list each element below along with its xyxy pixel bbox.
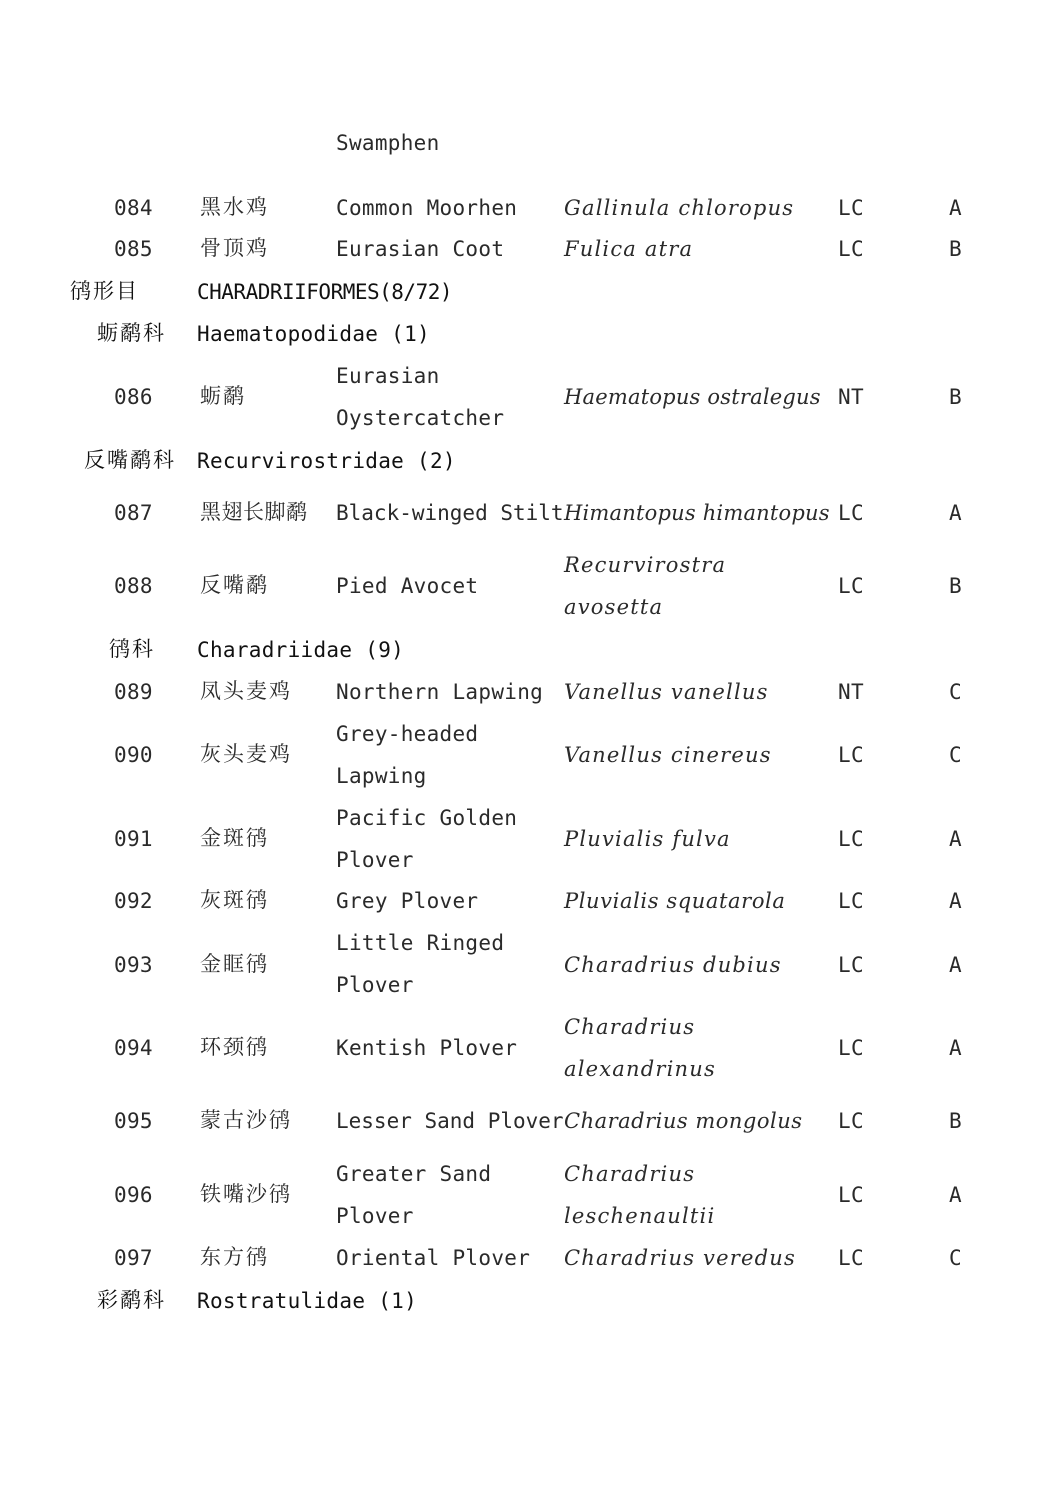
- chinese-name: 蒙古沙鸻: [200, 1108, 292, 1132]
- iucn-status: LC: [838, 237, 864, 261]
- english-name: Pied Avocet: [336, 574, 479, 598]
- scientific-name: Charadrius veredus: [564, 1246, 796, 1270]
- scientific-name: Recurvirostra: [564, 553, 727, 577]
- iucn-status: LC: [838, 889, 864, 913]
- chinese-name: 铁嘴沙鸻: [200, 1182, 292, 1206]
- category: A: [949, 196, 962, 220]
- category: A: [949, 827, 962, 851]
- scientific-name: alexandrinus: [564, 1057, 716, 1081]
- english-name: Common Moorhen: [336, 196, 518, 220]
- family-chinese-name: 鸻科: [109, 637, 155, 661]
- row-number: 096: [114, 1183, 153, 1207]
- category: A: [949, 953, 962, 977]
- category: C: [949, 680, 962, 704]
- row-number: 085: [114, 237, 153, 261]
- category: A: [949, 889, 962, 913]
- iucn-status: LC: [838, 501, 864, 525]
- family-latin-name: Recurvirostridae (2): [197, 449, 456, 473]
- english-name: Lesser Sand Plover: [336, 1109, 564, 1133]
- row-number: 093: [114, 953, 153, 977]
- chinese-name: 黑翅长脚鹬: [200, 500, 308, 524]
- chinese-name: 东方鸻: [200, 1245, 269, 1269]
- scientific-name: Pluvialis fulva: [564, 827, 731, 851]
- english-name: Grey-headed: [336, 722, 479, 746]
- row-number: 092: [114, 889, 153, 913]
- family-chinese-name: 蛎鹬科: [97, 321, 166, 345]
- family-latin-name: Haematopodidae (1): [197, 322, 430, 346]
- iucn-status: LC: [838, 1036, 864, 1060]
- order-latin-name: CHARADRIIFORMES(8/72): [197, 280, 453, 304]
- row-number: 089: [114, 680, 153, 704]
- chinese-name: 反嘴鹬: [200, 573, 269, 597]
- category: B: [949, 574, 962, 598]
- english-name: Plover: [336, 973, 414, 997]
- english-name: Pacific Golden: [336, 806, 518, 830]
- english-name: Oystercatcher: [336, 406, 505, 430]
- english-name: Black-winged Stilt: [336, 501, 564, 525]
- iucn-status: LC: [838, 743, 864, 767]
- english-name: Lapwing: [336, 764, 427, 788]
- iucn-status: NT: [838, 385, 864, 409]
- category: B: [949, 237, 962, 261]
- scientific-name: Charadrius mongolus: [564, 1109, 803, 1133]
- category: B: [949, 1109, 962, 1133]
- row-number: 086: [114, 385, 153, 409]
- scientific-name: Pluvialis squatarola: [564, 889, 786, 913]
- english-name: Greater Sand: [336, 1162, 492, 1186]
- row-number: 090: [114, 743, 153, 767]
- row-number: 097: [114, 1246, 153, 1270]
- category: C: [949, 1246, 962, 1270]
- scientific-name: Charadrius dubius: [564, 953, 782, 977]
- continuation-text: Swamphen: [336, 131, 440, 155]
- iucn-status: LC: [838, 1183, 864, 1207]
- chinese-name: 凤头麦鸡: [200, 679, 292, 703]
- iucn-status: LC: [838, 827, 864, 851]
- english-name: Northern Lapwing: [336, 680, 544, 704]
- row-number: 094: [114, 1036, 153, 1060]
- row-number: 091: [114, 827, 153, 851]
- chinese-name: 灰头麦鸡: [200, 742, 292, 766]
- chinese-name: 金眶鸻: [200, 952, 269, 976]
- category: C: [949, 743, 962, 767]
- row-number: 084: [114, 196, 153, 220]
- chinese-name: 灰斑鸻: [200, 888, 269, 912]
- category: A: [949, 501, 962, 525]
- row-number: 088: [114, 574, 153, 598]
- english-name: Plover: [336, 1204, 414, 1228]
- scientific-name: Charadrius: [564, 1162, 696, 1186]
- chinese-name: 骨顶鸡: [200, 236, 269, 260]
- scientific-name: Gallinula chloropus: [564, 196, 795, 220]
- family-chinese-name: 彩鹬科: [97, 1288, 166, 1312]
- chinese-name: 蛎鹬: [200, 384, 246, 408]
- category: A: [949, 1183, 962, 1207]
- english-name: Plover: [336, 848, 414, 872]
- family-latin-name: Charadriidae (9): [197, 638, 405, 662]
- chinese-name: 黑水鸡: [200, 195, 269, 219]
- family-chinese-name: 反嘴鹬科: [84, 448, 176, 472]
- scientific-name: Haematopus ostralegus: [564, 385, 821, 409]
- scientific-name: avosetta: [564, 595, 664, 619]
- chinese-name: 环颈鸻: [200, 1035, 269, 1059]
- english-name: Oriental Plover: [336, 1246, 531, 1270]
- scientific-name: leschenaultii: [564, 1204, 716, 1228]
- row-number: 087: [114, 501, 153, 525]
- english-name: Little Ringed: [336, 931, 505, 955]
- scientific-name: Vanellus cinereus: [564, 743, 772, 767]
- iucn-status: LC: [838, 953, 864, 977]
- scientific-name: Fulica atra: [564, 237, 694, 261]
- iucn-status: NT: [838, 680, 864, 704]
- category: A: [949, 1036, 962, 1060]
- scientific-name: Charadrius: [564, 1015, 696, 1039]
- english-name: Eurasian: [336, 364, 440, 388]
- family-latin-name: Rostratulidae (1): [197, 1289, 418, 1313]
- row-number: 095: [114, 1109, 153, 1133]
- scientific-name: Himantopus himantopus: [564, 501, 830, 525]
- order-chinese-name: 鸻形目: [70, 279, 139, 303]
- category: B: [949, 385, 962, 409]
- scientific-name: Vanellus vanellus: [564, 680, 769, 704]
- english-name: Eurasian Coot: [336, 237, 505, 261]
- iucn-status: LC: [838, 1109, 864, 1133]
- english-name: Grey Plover: [336, 889, 479, 913]
- iucn-status: LC: [838, 574, 864, 598]
- english-name: Kentish Plover: [336, 1036, 518, 1060]
- chinese-name: 金斑鸻: [200, 826, 269, 850]
- iucn-status: LC: [838, 1246, 864, 1270]
- iucn-status: LC: [838, 196, 864, 220]
